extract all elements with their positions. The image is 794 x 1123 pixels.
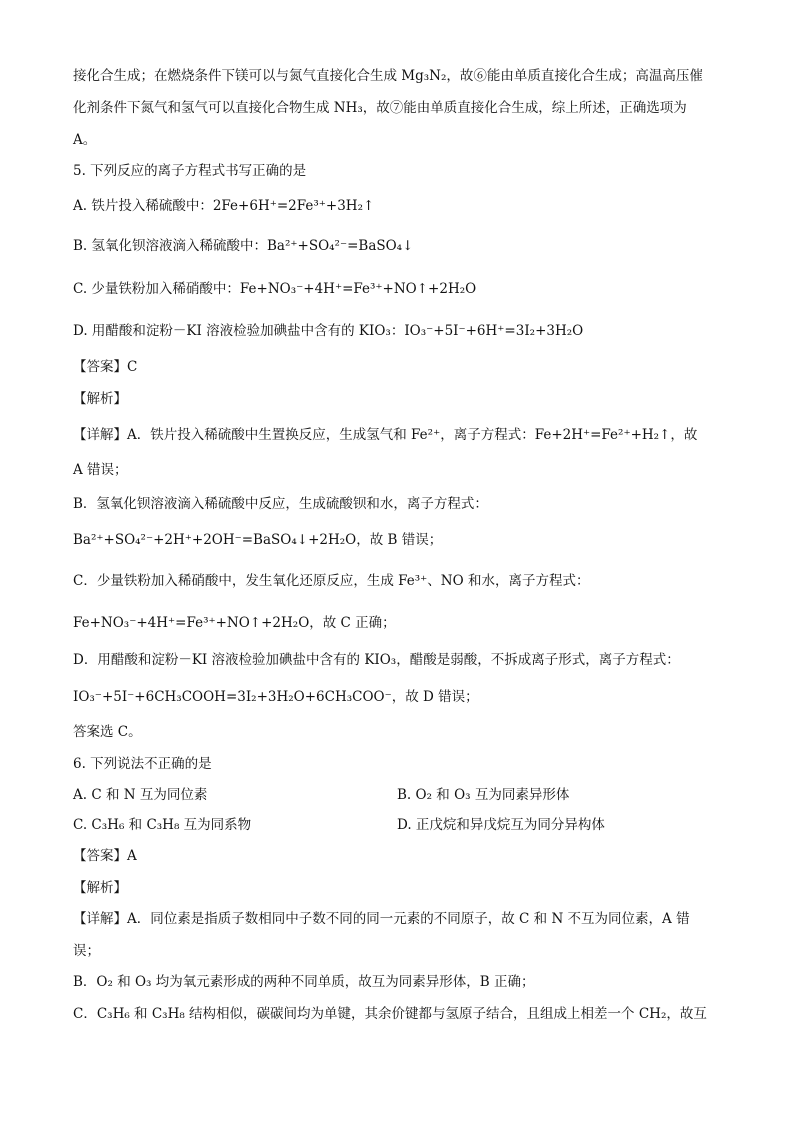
question-6-option-c: C. C₃H₆ 和 C₃H₈ 互为同系物 bbox=[73, 817, 252, 833]
question-6-option-b: B. O₂ 和 O₃ 互为同素异形体 bbox=[397, 787, 570, 803]
question-5-option-c: C. 少量铁粉加入稀硝酸中：Fe+NO₃⁻+4H⁺=Fe³⁺+NO↑+2H₂O bbox=[73, 281, 477, 297]
explanation-line: B．O₂ 和 O₃ 均为氧元素形成的两种不同单质，故互为同素异形体，B 正确； bbox=[73, 974, 535, 990]
analysis-label: 【解析】 bbox=[73, 880, 127, 896]
explanation-line: D．用醋酸和淀粉－KI 溶液检验加碘盐中含有的 KIO₃，醋酸是弱酸，不拆成离子形式，离子方程式： bbox=[73, 652, 680, 668]
question-5-option-a: A. 铁片投入稀硫酸中：2Fe+6H⁺=2Fe³⁺+3H₂↑ bbox=[73, 198, 375, 214]
text-line: A。 bbox=[73, 132, 97, 148]
question-6-option-a: A. C 和 N 互为同位素 bbox=[73, 787, 208, 803]
answer-label: 【答案】C bbox=[73, 359, 138, 375]
explanation-line: 【详解】A．同位素是指质子数相同中子数不同的同一元素的不同原子，故 C 和 N 不互为同位素，A 错 bbox=[73, 911, 690, 927]
question-5-stem: 5. 下列反应的离子方程式书写正确的是 bbox=[73, 163, 307, 179]
question-5-option-b: B. 氢氧化钡溶液滴入稀硫酸中：Ba²⁺+SO₄²⁻=BaSO₄↓ bbox=[73, 238, 414, 254]
answer-choice: 答案选 C。 bbox=[73, 724, 142, 740]
question-5-option-d: D. 用醋酸和淀粉－KI 溶液检验加碘盐中含有的 KIO₃：IO₃⁻+5I⁻+6H⁺=3I₂+3H₂O bbox=[73, 323, 584, 339]
text-line: 接化合生成；在燃烧条件下镁可以与氮气直接化合生成 Mg₃N₂，故⑥能由单质直接化合生成；高温高压催 bbox=[73, 68, 703, 84]
explanation-line: 【详解】A．铁片投入稀硫酸中生置换反应，生成氢气和 Fe²⁺，离子方程式：Fe+2H⁺=Fe²⁺+H₂↑，故 bbox=[73, 427, 698, 443]
question-6-option-d: D. 正戊烷和异戊烷互为同分异构体 bbox=[397, 817, 605, 833]
explanation-equation: IO₃⁻+5I⁻+6CH₃COOH=3I₂+3H₂O+6CH₃COO⁻，故 D 错误； bbox=[73, 689, 479, 705]
explanation-line: B．氢氧化钡溶液滴入稀硫酸中反应，生成硫酸钡和水，离子方程式： bbox=[73, 496, 488, 512]
explanation-line: C．少量铁粉加入稀硝酸中，发生氧化还原反应，生成 Fe³⁺、NO 和水，离子方程式： bbox=[73, 573, 590, 589]
explanation-line: 误； bbox=[73, 943, 100, 959]
text-line: 化剂条件下氮气和氢气可以直接化合物生成 NH₃，故⑦能由单质直接化合生成，综上所述，正确选项为 bbox=[73, 100, 687, 116]
explanation-line: A 错误； bbox=[73, 462, 128, 478]
explanation-equation: Ba²⁺+SO₄²⁻+2H⁺+2OH⁻=BaSO₄↓+2H₂O，故 B 错误； bbox=[73, 532, 443, 548]
explanation-equation: Fe+NO₃⁻+4H⁺=Fe³⁺+NO↑+2H₂O，故 C 正确； bbox=[73, 615, 396, 631]
question-6-stem: 6. 下列说法不正确的是 bbox=[73, 756, 212, 772]
analysis-label: 【解析】 bbox=[73, 391, 127, 407]
answer-label: 【答案】A bbox=[73, 848, 137, 864]
explanation-line: C．C₃H₆ 和 C₃H₈ 结构相似，碳碳间均为单键，其余价键都与氢原子结合，且组成上相差一个 CH₂，故互 bbox=[73, 1006, 707, 1022]
